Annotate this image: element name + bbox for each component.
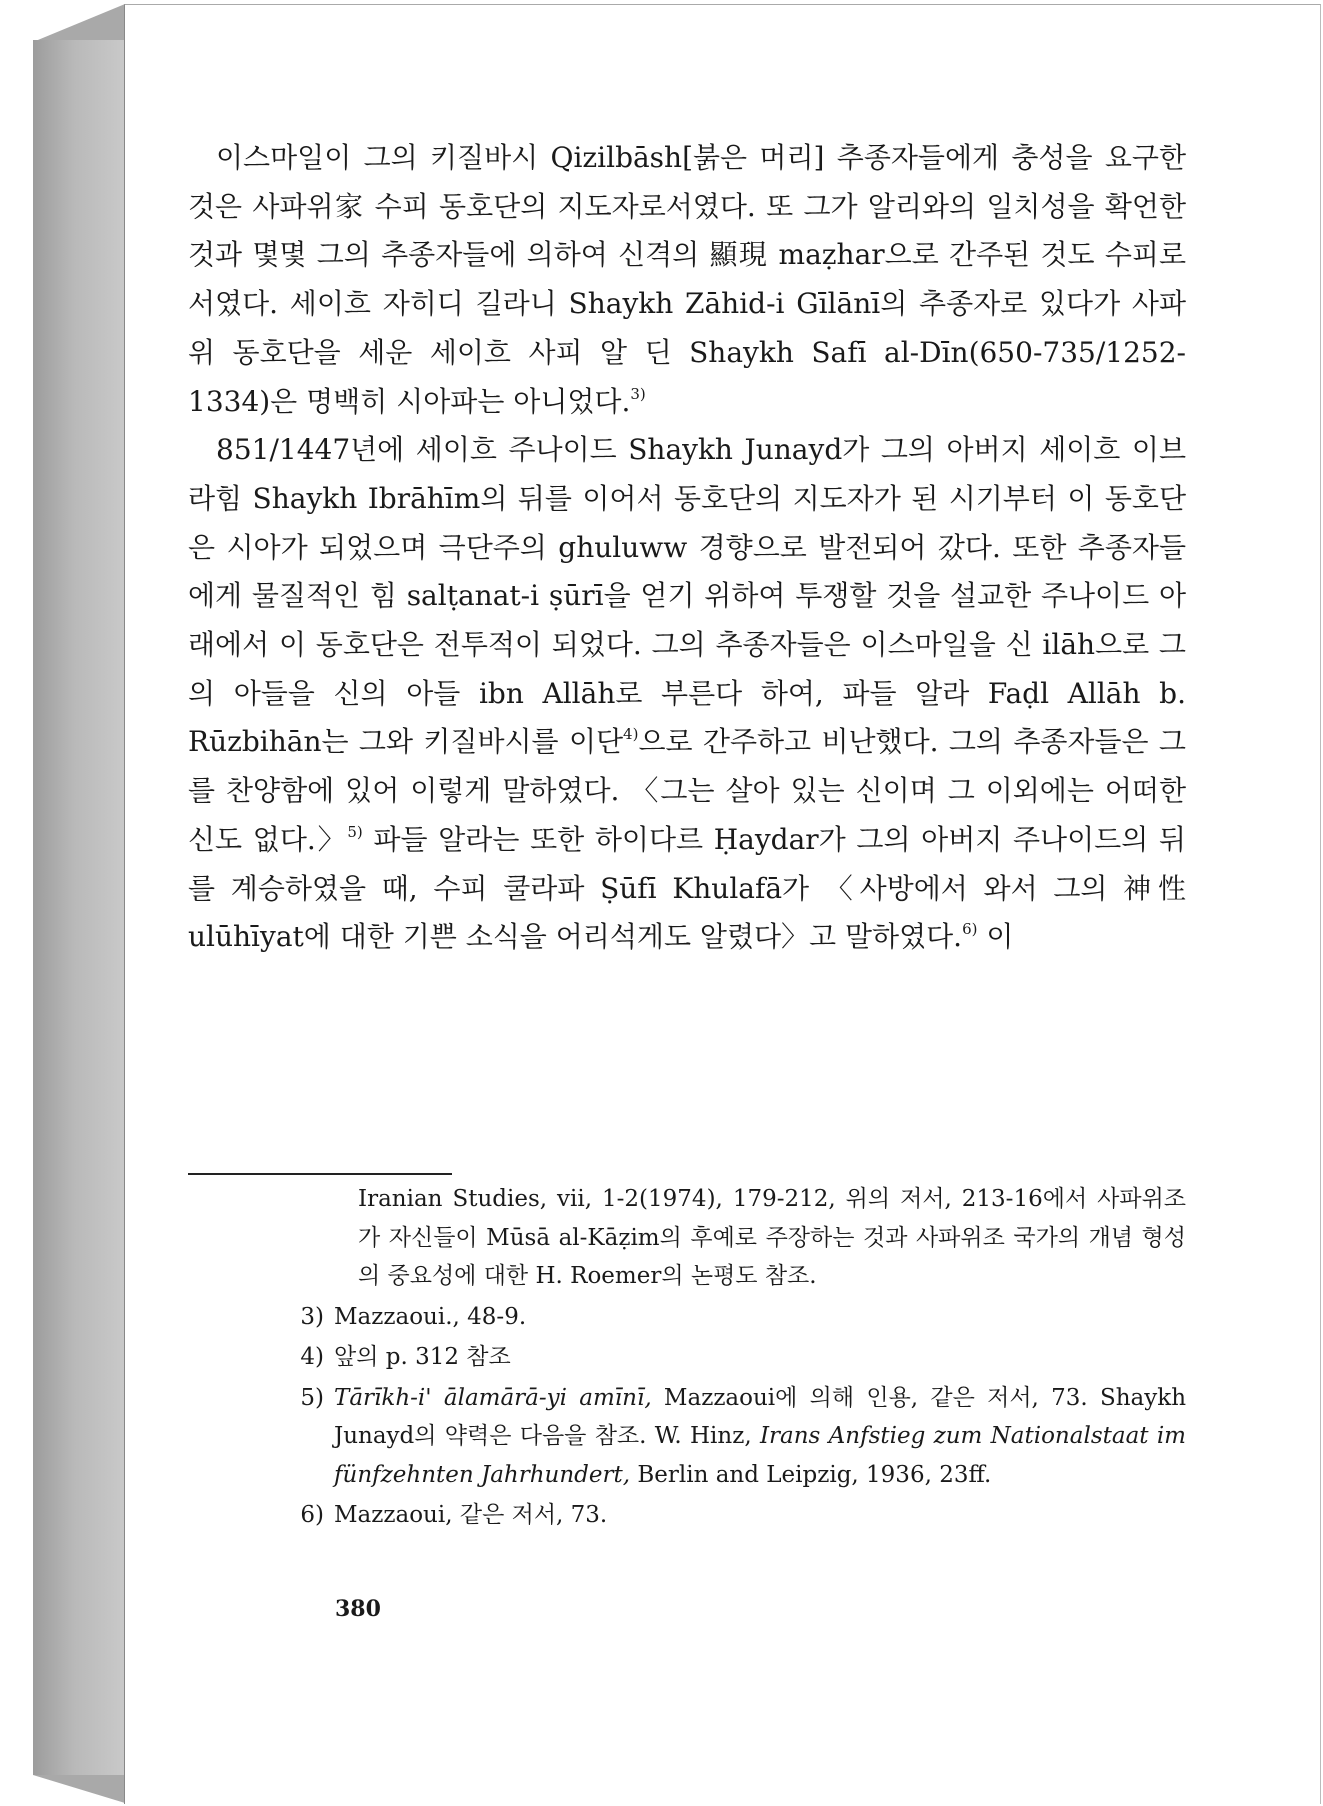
footnote-number: 3) — [300, 1303, 324, 1330]
book-spine — [33, 40, 125, 1775]
paragraph-2-text: 851/1447년에 세이흐 주나이드 Shaykh Junayd가 그의 아버지 세이흐 이브라힘 Shaykh Ibrāhīm의 뒤를 이어서 동호단의 지도자가 된 시기부터 이 동호단은 시아가 되었으며 극단주의 ghuluww 경향으로 발전되어 갔다. 또한 추종자들에게 물질적인 힘 salṭanat-i ṣūrī을 얻기 위하여 투쟁할 것을 설교한 주나이드 아래에서 이 동호단은 전투적이 되었다. 그의 추종자들은 이스마일을 신 ilāh으로 그의 아들을 신의 아들 ibn Allāh로 부른다 하여, 파들 알라 Faḍl Allāh b. Rūzbihān는 그와 키질바시를 이단 — [188, 433, 1186, 759]
footnote-text: Mazzaoui, 같은 저서, 73. — [334, 1502, 608, 1528]
paragraph-1 — [188, 134, 1186, 426]
footnote-number: 4) — [300, 1344, 324, 1370]
paragraph-2-text-d: 이 — [977, 920, 1014, 954]
footnote-ref-3: 3) — [630, 384, 646, 403]
footnote-4 — [188, 1338, 1186, 1377]
footnote-italic-title: Tārīkh-i' ālamārā-yi amīnī, — [334, 1384, 652, 1411]
footnote-text: Mazzaoui., 48-9. — [334, 1303, 527, 1330]
footnote-ref-6: 6) — [962, 920, 978, 939]
book-spine-bottom — [33, 1775, 125, 1803]
book-spine-top — [33, 4, 125, 42]
footnote-text — [334, 1379, 1186, 1495]
page-number: 380 — [335, 1596, 381, 1622]
footnote-text-part: Mazzaoui에 의해 인용, 같은 저서, 73. Shaykh Junayd의 약력은 다음을 참조. W. Hinz, — [334, 1384, 1187, 1449]
footnote-number: 6) — [300, 1502, 324, 1528]
footnote-number: 5) — [300, 1384, 324, 1411]
footnote-text-part: Berlin and Leipzig, 1936, 23ff. — [630, 1461, 992, 1488]
footnote-3 — [188, 1298, 1186, 1337]
footnote-text: 앞의 p. 312 참조 — [334, 1344, 511, 1370]
footnote-ref-4: 4) — [623, 725, 639, 744]
footnote-divider — [188, 1173, 452, 1175]
footnote-italic-book: Irans Anfstieg zum Nationalstaat im fünfzehnten Jahrhundert, — [334, 1423, 1186, 1488]
footnote-continued: Iranian Studies, vii, 1-2(1974), 179-212, 위의 저서, 213-16에서 사파위조가 자신들이 Mūsā al-Kāẓim의 후예로 주장하는 것과 사파위조 국가의 개념 형성의 중요성에 대한 H. Roemer의 논평도 참조. — [358, 1186, 1186, 1289]
body-text — [188, 134, 1186, 962]
paragraph-1-text: 이스마일이 그의 키질바시 Qizilbāsh[붉은 머리] 추종자들에게 충성을 요구한 것은 사파위家 수피 동호단의 지도자로서였다. 또 그가 알리와의 일치성을 확언한 것과 몇몇 그의 추종자들에 의하여 신격의 顯現 maẓhar으로 간주된 것도 수피로서였다. 세이흐 자히디 길라니 Shaykh Zāhid-i Gīlānī의 추종자로 있다가 사파위 동호단을 세운 세이흐 사피 알 딘 Shaykh Safī al-Dīn(650-735/1252-1334)은 명백히 시아파는 아니었다. — [188, 141, 1186, 418]
footnote-ref-5: 5) — [347, 822, 363, 841]
paragraph-2-text-b: 으로 간주하고 비난했다. 그의 추종자들은 그를 찬양함에 있어 이렇게 말하였다. 〈그는 살아 있는 신이며 그 이외에는 어떠한 신도 없다.〉 — [188, 725, 1186, 856]
footnote-6 — [188, 1496, 1186, 1535]
paragraph-2 — [188, 426, 1186, 962]
paragraph-2-text-c: 파들 알라는 또한 하이다르 Ḥaydar가 그의 아버지 주나이드의 뒤를 계승하였을 때, 수피 쿨라파 Ṣūfī Khulafā가 〈사방에서 와서 그의 神性 ulūhīyat에 대한 기쁜 소식을 어리석게도 알렸다〉고 말하였다. — [188, 822, 1186, 954]
footnotes — [188, 1180, 1186, 1535]
footnote-5 — [188, 1379, 1186, 1495]
